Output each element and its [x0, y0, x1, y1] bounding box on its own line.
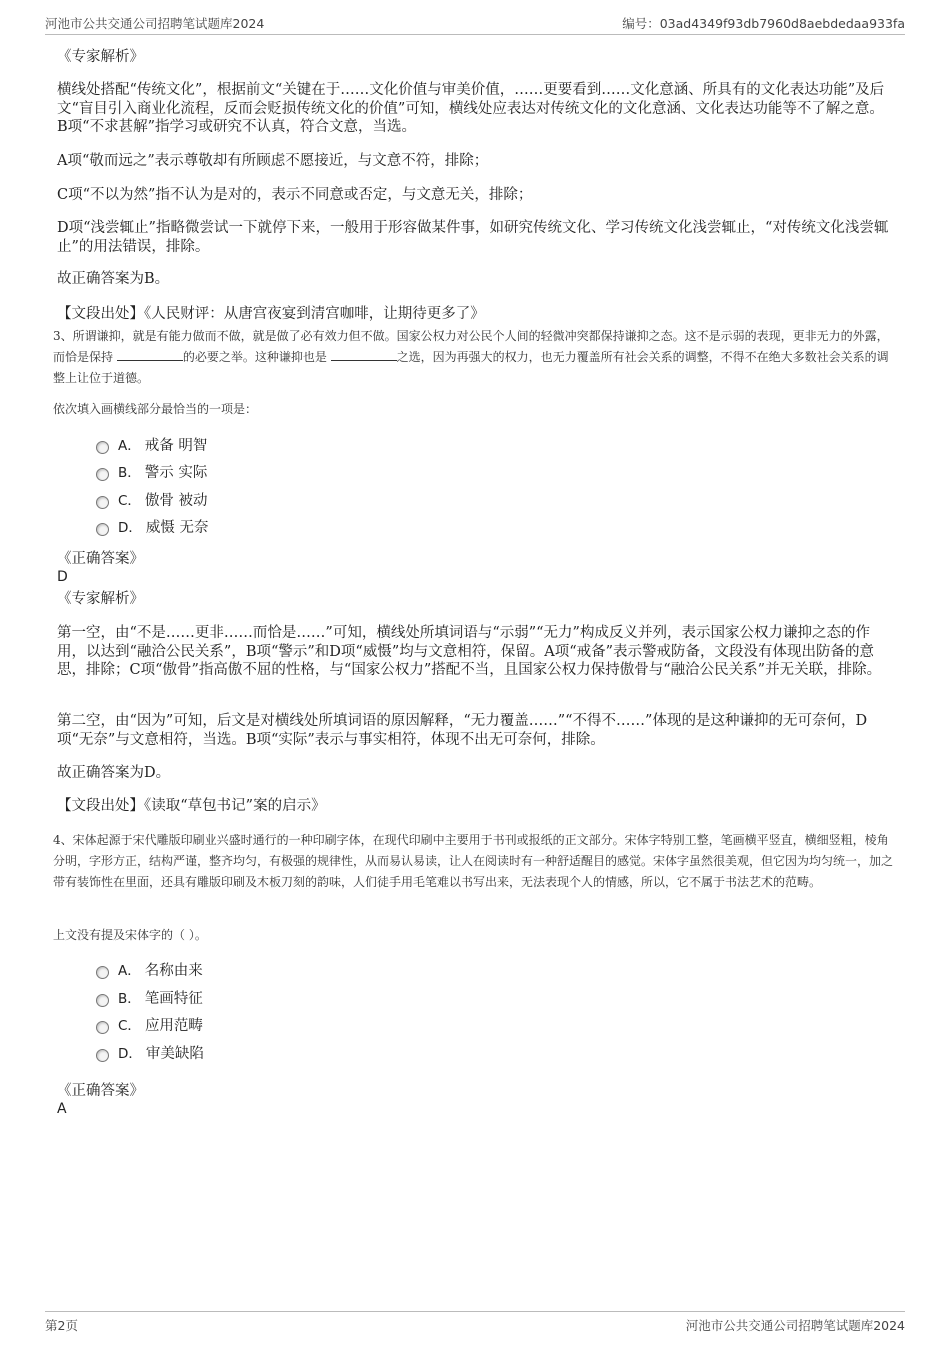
- q3-stem-part2: 的必要之举。这种谦抑也是: [182, 350, 331, 364]
- header-doc-title: 河池市公共交通公司招聘笔试题库2024: [45, 16, 265, 31]
- q3-answer-label: 《正确答案》: [57, 551, 144, 567]
- q3-stem-part3: 之选，因为再强大的权力，也无力覆盖所有社会关系的调整，不得不在绝大多数社会关系的调整上让位于道德。: [53, 350, 889, 385]
- q3-source: [57, 797, 893, 816]
- q4-option-c[interactable]: C． 应用范畴: [96, 1016, 203, 1036]
- radio-icon[interactable]: [96, 496, 109, 509]
- q4-prompt: 上文没有提及宋体字的（ ）。: [53, 928, 207, 942]
- q3-option-a[interactable]: A． 戒备 明智: [96, 436, 207, 456]
- footer-page-number: 第2页: [45, 1318, 78, 1333]
- q4-stem: 4、宋体起源于宋代雕版印刷业兴盛时通行的一种印刷字体，在现代印刷中主要用于书刊或报纸的正文部分。宋体字特别工整，笔画横平竖直，横细竖粗，棱角分明，字形方正，结构严谨，整齐均匀，有极强的规律性，从而易认易读，让人在阅读时有一种舒适醒目的感觉。宋体字虽然很美观，但它因为均匀统一，加之带有装饰性在里面，还具有雕版印刷及木板刀刻的韵味，人们徒手用毛笔难以书写出来，无法表现个人的情感，所以，它不属于书法艺术的范畴。: [53, 833, 894, 889]
- q3-stem: [53, 326, 895, 389]
- q3-analysis-p2: 第二空，由“因为”可知，后文是对横线处所填词语的原因解释，“无力覆盖……”“不得不……”体现的是这种谦抑的无可奈何，D项“无奈”与文意相符，当选。B项“实际”表示与事实相符，体现不出无可奈何，排除。: [57, 713, 868, 748]
- page-header: [45, 14, 905, 35]
- q2-analysis-p4: D项“浅尝辄止”指略微尝试一下就停下来，一般用于形容做某件事，如研究传统文化、学习传统文化浅尝辄止，“对传统文化浅尝辄止”的用法错误，排除。: [57, 220, 889, 255]
- q4-option-d[interactable]: D． 审美缺陷: [96, 1044, 204, 1064]
- radio-icon[interactable]: [96, 966, 109, 979]
- q3-option-b[interactable]: B． 警示 实际: [96, 463, 207, 483]
- q3-blank-1: [117, 349, 183, 361]
- q2-source: [57, 305, 893, 324]
- radio-icon[interactable]: [96, 523, 109, 536]
- radio-icon[interactable]: [96, 1021, 109, 1034]
- q3-source-title: 《读取“草包书记”案的启示》: [144, 798, 326, 814]
- page-footer: [45, 1311, 905, 1337]
- footer-doc-title: 河池市公共交通公司招聘笔试题库2024: [685, 1318, 905, 1333]
- header-doc-id: 编号：03ad4349f93db7960d8aebdedaa933fa: [622, 16, 905, 31]
- q2-analysis-p3: C项“不以为然”指不认为是对的，表示不同意或否定，与文意无关，排除；: [57, 187, 533, 203]
- q2-analysis-label: 《专家解析》: [57, 49, 144, 65]
- q3-analysis-label: 《专家解析》: [57, 591, 144, 607]
- q2-analysis-p2: A项“敬而远之”表示尊敬却有所顾虑不愿接近，与文意不符，排除；: [57, 153, 489, 169]
- q2-source-title: 《人民财评：从唐宫夜宴到清宫咖啡，让期待更多了》: [144, 306, 485, 322]
- q3-option-c[interactable]: C． 傲骨 被动: [96, 491, 208, 511]
- q4-option-b[interactable]: B． 笔画特征: [96, 989, 203, 1009]
- radio-icon[interactable]: [96, 994, 109, 1007]
- q3-prompt: 依次填入画横线部分最恰当的一项是：: [53, 402, 258, 416]
- radio-icon[interactable]: [96, 468, 109, 481]
- q4-answer: A: [57, 1101, 67, 1117]
- q3-analysis-p1: 第一空，由“不是……更非……而恰是……”可知，横线处所填词语与“示弱”“无力”构成反义并列，表示国家公权力谦抑之态的作用，以达到“融洽公民关系”，B项“警示”和D项“威慑”均与文意相符，保留。A项“戒备”表示警戒防备，文段没有体现出防备的意思，排除；C项“傲骨”指高傲不屈的性格，与“国家公权力”搭配不当，且国家公权力保持傲骨与“融洽公民关系”并无关联，排除。: [57, 625, 882, 678]
- radio-icon[interactable]: [96, 441, 109, 454]
- radio-icon[interactable]: [96, 1049, 109, 1062]
- q2-conclusion: 故正确答案为B。: [57, 271, 170, 287]
- q3-stem-part1: 3、所谓谦抑，就是有能力做而不做，就是做了必有效力但不做。国家公权力对公民个人间的轻微冲突都保持谦抑之态。这不是示弱的表现，更非无力的外露，而恰是保持: [53, 329, 889, 364]
- q3-answer: D: [57, 569, 68, 585]
- q3-conclusion: 故正确答案为D。: [57, 765, 171, 781]
- q3-option-d[interactable]: D． 威慑 无奈: [96, 518, 209, 538]
- q4-option-a[interactable]: A． 名称由来: [96, 961, 203, 981]
- q3-blank-2: [331, 349, 397, 361]
- q2-analysis-p1: 横线处搭配“传统文化”，根据前文“关键在于……文化价值与审美价值，……更要看到……文化意涵、所具有的文化表达功能”及后文“盲目引入商业化流程，反而会贬损传统文化的价值”可知，横线处应表达对传统文化的文化意涵、文化表达功能等不了解之意。B项“不求甚解”指学习或研究不认真，符合文意，当选。: [57, 82, 885, 135]
- q4-answer-label: 《正确答案》: [57, 1083, 144, 1099]
- q3-source-label: 【文段出处】: [57, 798, 144, 814]
- q2-source-label: 【文段出处】: [57, 306, 144, 322]
